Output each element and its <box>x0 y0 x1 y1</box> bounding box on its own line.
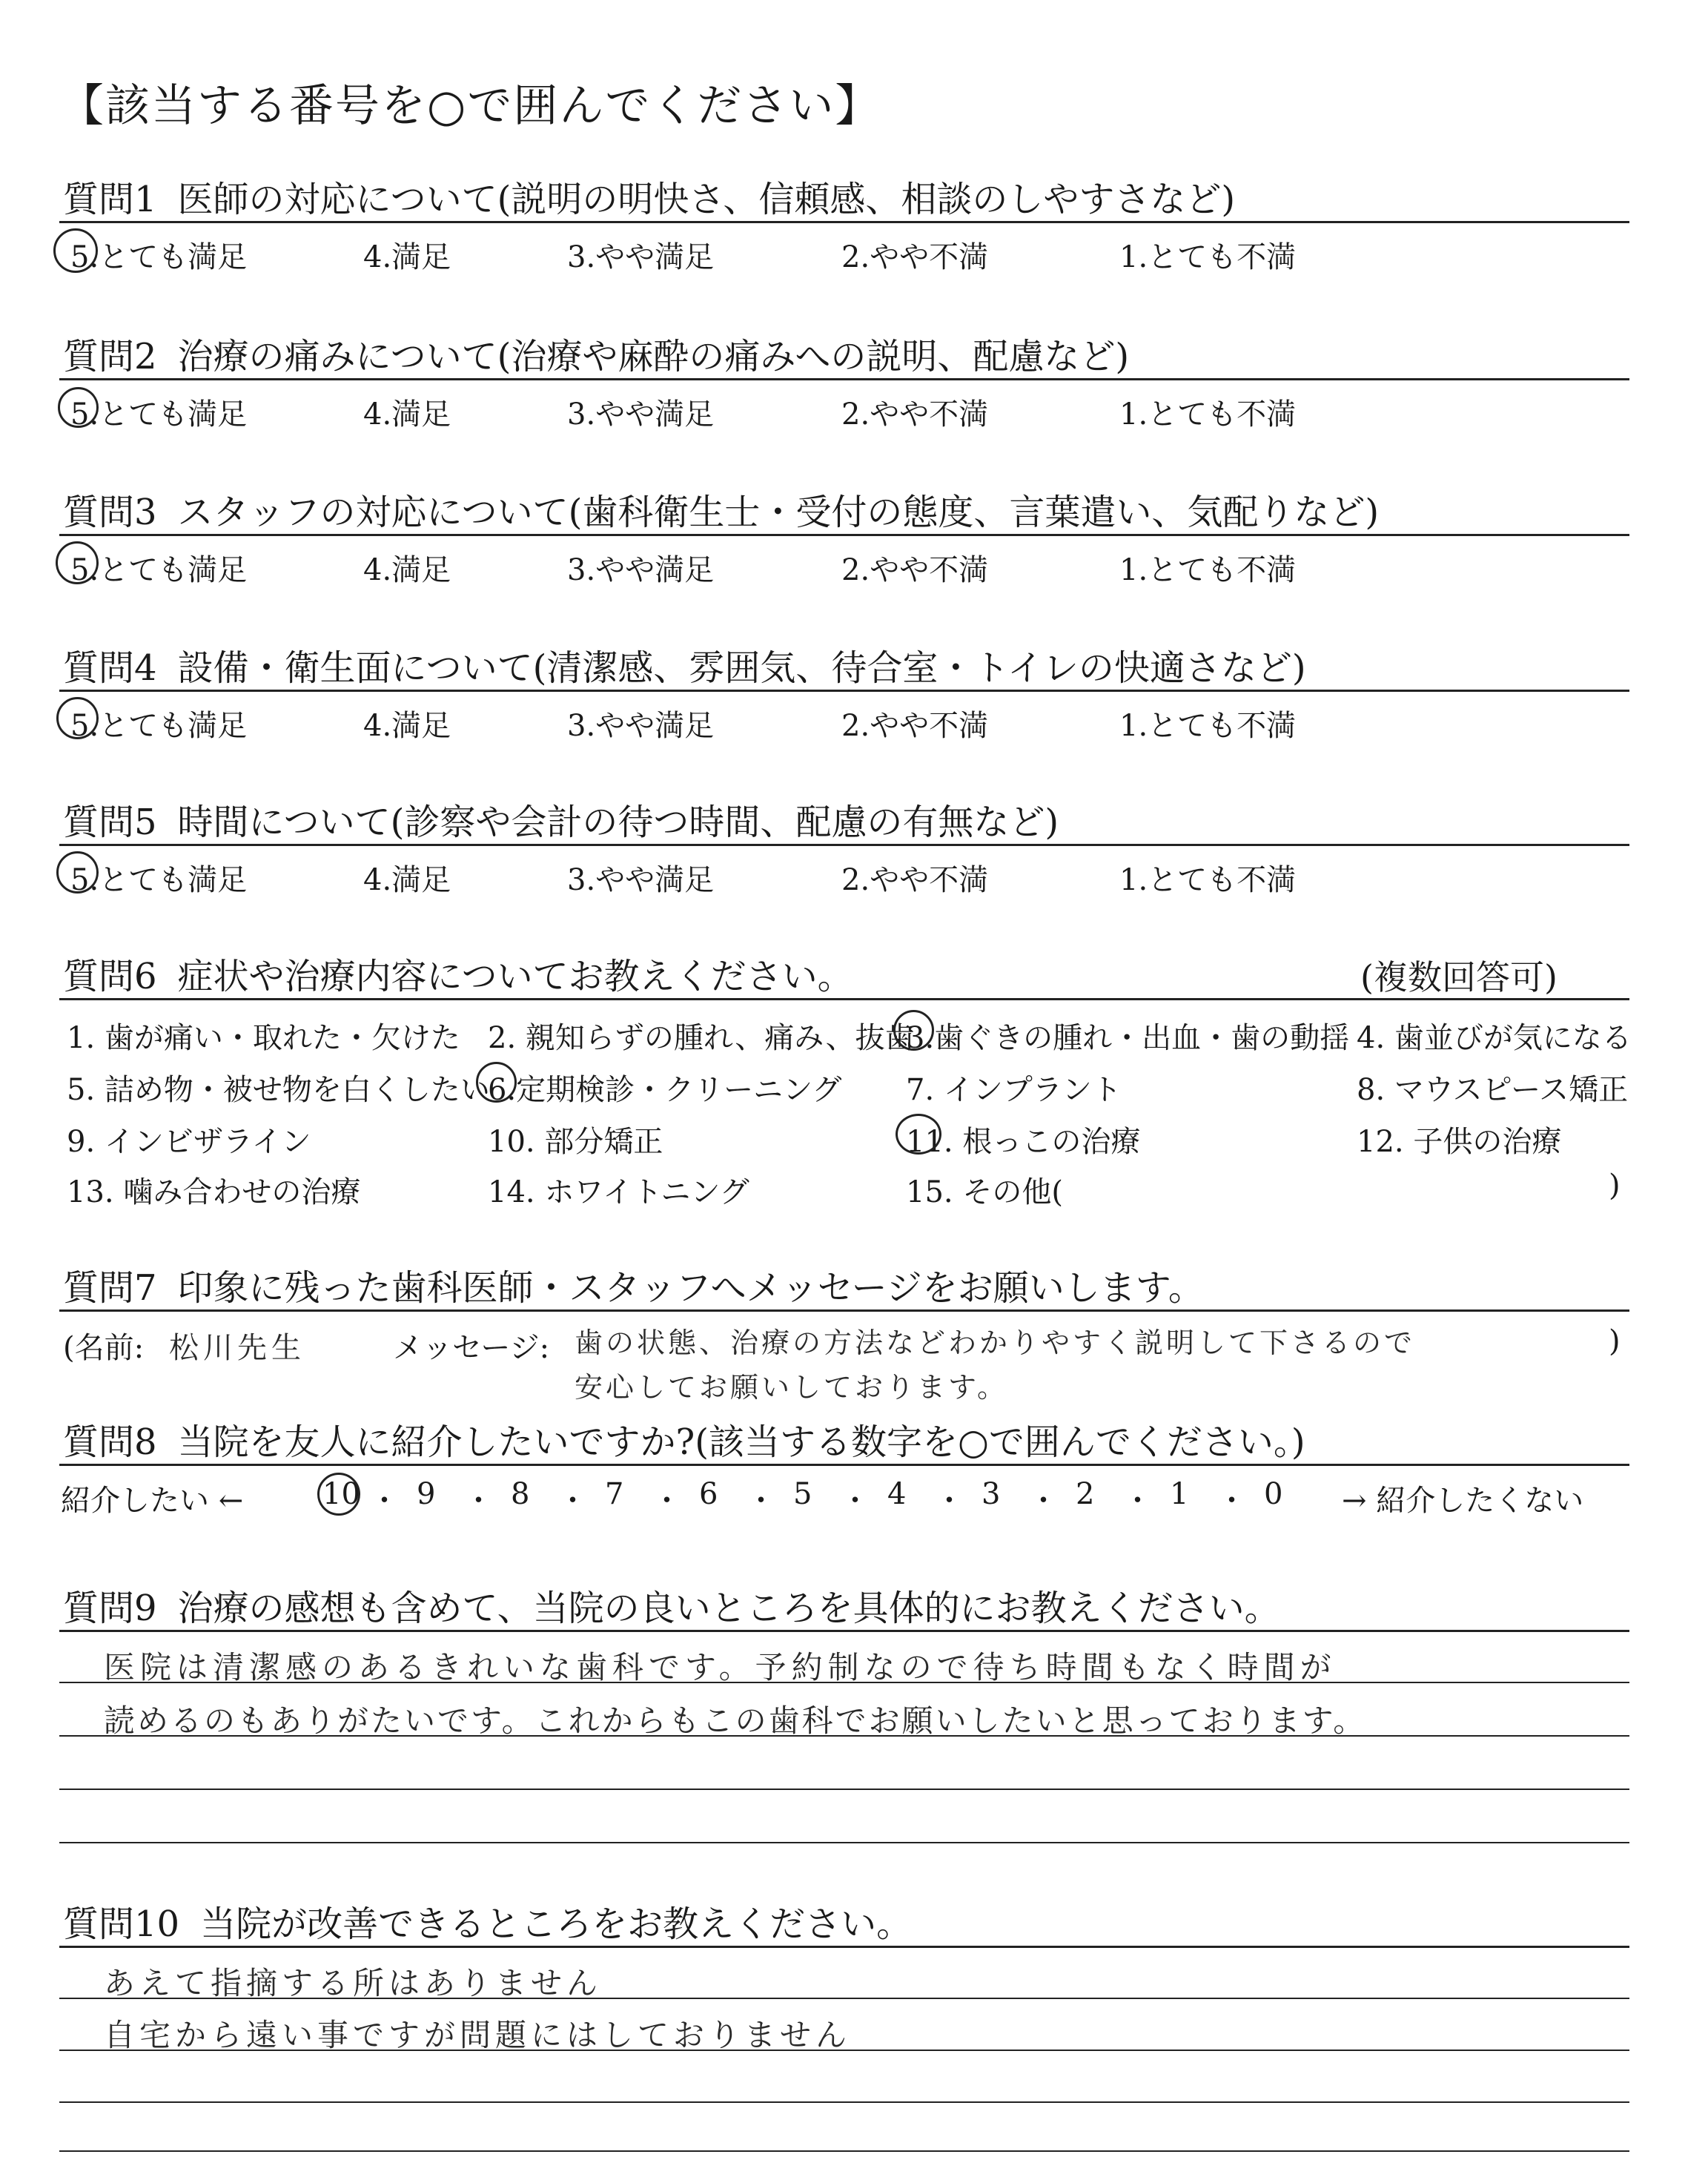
question-8 <box>63 1413 1305 1464</box>
selection-circle <box>56 851 99 894</box>
q7-message-label: メッセージ: <box>393 1331 550 1365</box>
scale-value-7[interactable]: 7 <box>605 1477 624 1511</box>
divider <box>59 1946 1629 1948</box>
scale-separator: ・ <box>840 1484 870 1518</box>
selection-circle <box>56 541 99 584</box>
q3-option-2[interactable]: 2.やや不満 <box>841 553 989 587</box>
scale-value-9[interactable]: 9 <box>417 1477 436 1511</box>
scale-value-6[interactable]: 6 <box>699 1477 718 1511</box>
question-3 <box>63 483 1379 535</box>
question-number: 質問3 <box>63 492 157 533</box>
answer-line <box>59 1789 1629 1790</box>
q6-option-3[interactable]: 3.歯ぐきの腫れ・出血・歯の動揺 <box>906 1021 1350 1055</box>
q2-option-5[interactable]: 5.とても満足 <box>70 397 248 432</box>
q5-option-5[interactable]: 5.とても満足 <box>70 863 248 897</box>
question-number: 質問7 <box>63 1267 157 1309</box>
q7-message-line-1[interactable]: 歯の状態、治療の方法などわかりやすく説明して下さるので <box>575 1327 1416 1359</box>
q6-option-12[interactable]: 12. 子供の治療 <box>1357 1125 1562 1159</box>
scale-separator: ・ <box>934 1484 964 1518</box>
q2-option-1[interactable]: 1.とても不満 <box>1119 397 1297 432</box>
answer-line <box>59 1682 1629 1683</box>
q6-option-5[interactable]: 5. 詰め物・被せ物を白くしたい <box>67 1073 490 1107</box>
q1-option-3[interactable]: 3.やや満足 <box>567 240 715 274</box>
divider <box>59 1630 1629 1632</box>
question-1 <box>63 171 1235 222</box>
question-number: 質問9 <box>63 1588 157 1629</box>
q6-option-7[interactable]: 7. インプラント <box>906 1073 1122 1107</box>
question-text: 当院が改善できるところをお教えください。 <box>200 1903 913 1945</box>
scale-separator: ・ <box>1028 1484 1059 1518</box>
question-number: 質問5 <box>63 802 157 843</box>
question-text: 設備・衛生面について(清潔感、雰囲気、待合室・トイレの快適さなど) <box>177 647 1306 689</box>
q10-answer-line-2[interactable]: 自宅から遠い事ですが問題にはしておりません <box>104 2017 852 2053</box>
q8-right-label: → 紹介したくない <box>1342 1484 1584 1518</box>
q7-message-line-2[interactable]: 安心してお願いしております。 <box>575 1371 1008 1404</box>
scale-value-5[interactable]: 5 <box>793 1477 812 1511</box>
divider <box>59 534 1629 536</box>
scale-separator: ・ <box>1122 1484 1153 1518</box>
divider <box>59 690 1629 692</box>
scale-separator: ・ <box>463 1484 494 1518</box>
scale-value-10[interactable]: 10 <box>322 1477 360 1511</box>
scale-value-8[interactable]: 8 <box>511 1477 530 1511</box>
q3-option-1[interactable]: 1.とても不満 <box>1119 553 1297 587</box>
selection-circle <box>58 387 99 428</box>
q6-option-2[interactable]: 2. 親知らずの腫れ、痛み、抜歯 <box>488 1021 915 1055</box>
q6-option-8[interactable]: 8. マウスピース矯正 <box>1357 1073 1629 1107</box>
answer-line <box>59 2050 1629 2051</box>
selection-circle <box>893 1010 934 1051</box>
q6-option-9[interactable]: 9. インビザライン <box>67 1125 311 1159</box>
selection-circle <box>56 697 99 739</box>
answer-line <box>59 1735 1629 1737</box>
multiple-answer-note: (複数回答可) <box>1360 957 1558 997</box>
scale-value-2[interactable]: 2 <box>1076 1477 1095 1511</box>
question-text: 印象に残った歯科医師・スタッフへメッセージをお願いします。 <box>177 1267 1204 1309</box>
question-5 <box>63 793 1059 845</box>
selection-circle <box>53 228 98 273</box>
q1-option-2[interactable]: 2.やや不満 <box>841 240 989 274</box>
question-10 <box>63 1895 912 1946</box>
answer-line <box>59 1842 1629 1843</box>
q5-option-3[interactable]: 3.やや満足 <box>567 863 715 897</box>
q4-option-5[interactable]: 5.とても満足 <box>70 709 248 743</box>
q8-left-label: 紹介したい ← <box>61 1484 244 1518</box>
question-number: 質問1 <box>63 179 157 220</box>
question-number: 質問10 <box>63 1903 180 1945</box>
q6-option-10[interactable]: 10. 部分矯正 <box>488 1125 663 1159</box>
q6-option-1[interactable]: 1. 歯が痛い・取れた・欠けた <box>67 1021 460 1055</box>
question-7 <box>63 1259 1204 1310</box>
q4-option-2[interactable]: 2.やや不満 <box>841 709 989 743</box>
question-number: 質問4 <box>63 647 157 689</box>
question-text: スタッフの対応について(歯科衛生士・受付の態度、言葉遣い、気配りなど) <box>177 492 1380 533</box>
q9-answer-line-2[interactable]: 読めるのもありがたいです。これからもこの歯科でお願いしたいと思っております。 <box>104 1702 1367 1739</box>
selection-circle <box>476 1062 517 1103</box>
divider <box>59 1464 1629 1466</box>
scale-separator: ・ <box>369 1484 400 1518</box>
q2-option-4[interactable]: 4.満足 <box>363 397 451 432</box>
q5-option-2[interactable]: 2.やや不満 <box>841 863 989 897</box>
scale-value-0[interactable]: 0 <box>1264 1477 1283 1511</box>
q2-option-2[interactable]: 2.やや不満 <box>841 397 989 432</box>
answer-line <box>59 2150 1629 2152</box>
q4-option-1[interactable]: 1.とても不満 <box>1119 709 1297 743</box>
question-number: 質問8 <box>63 1421 157 1463</box>
q5-option-1[interactable]: 1.とても不満 <box>1119 863 1297 897</box>
divider <box>59 1309 1629 1312</box>
q3-option-5[interactable]: 5.とても満足 <box>70 553 248 587</box>
q10-answer-line-1[interactable]: あえて指摘する所はありません <box>104 1965 603 2001</box>
scale-value-1[interactable]: 1 <box>1170 1477 1189 1511</box>
question-text: 時間について(診察や会計の待つ時間、配慮の有無など) <box>177 802 1059 843</box>
q6-option-4[interactable]: 4. 歯並びが気になる <box>1357 1021 1632 1055</box>
q6-option-11[interactable]: 11. 根っこの治療 <box>906 1125 1141 1159</box>
q4-option-4[interactable]: 4.満足 <box>363 709 451 743</box>
selection-circle <box>317 1473 360 1516</box>
q6-option-13[interactable]: 13. 噛み合わせの治療 <box>67 1175 361 1209</box>
scale-separator: ・ <box>652 1484 682 1518</box>
scale-value-3[interactable]: 3 <box>982 1477 1001 1511</box>
answer-line <box>59 2101 1629 2103</box>
q7-name-handwritten[interactable]: 松川先生 <box>169 1331 305 1365</box>
q2-option-3[interactable]: 3.やや満足 <box>567 397 715 432</box>
q1-option-1[interactable]: 1.とても不満 <box>1119 240 1297 274</box>
q7-name-label: (名前: <box>63 1331 145 1365</box>
selection-circle <box>896 1114 941 1155</box>
question-4 <box>63 639 1306 690</box>
q3-option-3[interactable]: 3.やや満足 <box>567 553 715 587</box>
q6-option-14[interactable]: 14. ホワイトニング <box>488 1175 749 1209</box>
q7-close-paren: ) <box>1609 1324 1621 1358</box>
q9-answer-line-1[interactable]: 医院は清潔感のあるきれいな歯科です。予約制なので待ち時間もなく時間が <box>104 1649 1337 1685</box>
question-text: 治療の感想も含めて、当院の良いところを具体的にお教えください。 <box>177 1588 1280 1629</box>
q6-option-15-close: ) <box>1609 1169 1621 1203</box>
divider <box>59 998 1629 1000</box>
q6-option-15[interactable]: 15. その他( <box>906 1175 1063 1209</box>
q1-option-4[interactable]: 4.満足 <box>363 240 451 274</box>
scale-separator: ・ <box>746 1484 776 1518</box>
scale-value-4[interactable]: 4 <box>887 1477 907 1511</box>
question-number: 質問2 <box>63 336 157 377</box>
question-number: 質問6 <box>63 956 157 997</box>
question-text: 治療の痛みについて(治療や麻酔の痛みへの説明、配慮など) <box>177 336 1130 377</box>
divider <box>59 378 1629 380</box>
scale-separator: ・ <box>557 1484 588 1518</box>
divider <box>59 844 1629 846</box>
divider <box>59 221 1629 223</box>
question-6 <box>63 948 853 999</box>
question-text: 医師の対応について(説明の明快さ、信頼感、相談のしやすさなど) <box>177 179 1236 220</box>
question-2 <box>63 328 1129 379</box>
question-9 <box>63 1579 1280 1631</box>
q4-option-3[interactable]: 3.やや満足 <box>567 709 715 743</box>
question-text: 当院を友人に紹介したいですか?(該当する数字を○で囲んでください。) <box>177 1421 1305 1463</box>
q1-option-5[interactable]: 5.とても満足 <box>70 240 248 274</box>
answer-line <box>59 1998 1629 1999</box>
question-text: 症状や治療内容についてお教えください。 <box>177 956 853 997</box>
instruction-header: 【該当する番号を○で囲んでください】 <box>59 80 881 132</box>
q3-option-4[interactable]: 4.満足 <box>363 553 451 587</box>
q5-option-4[interactable]: 4.満足 <box>363 863 451 897</box>
scale-separator: ・ <box>1217 1484 1247 1518</box>
q6-option-6[interactable]: 6.定期検診・クリーニング <box>488 1073 842 1107</box>
